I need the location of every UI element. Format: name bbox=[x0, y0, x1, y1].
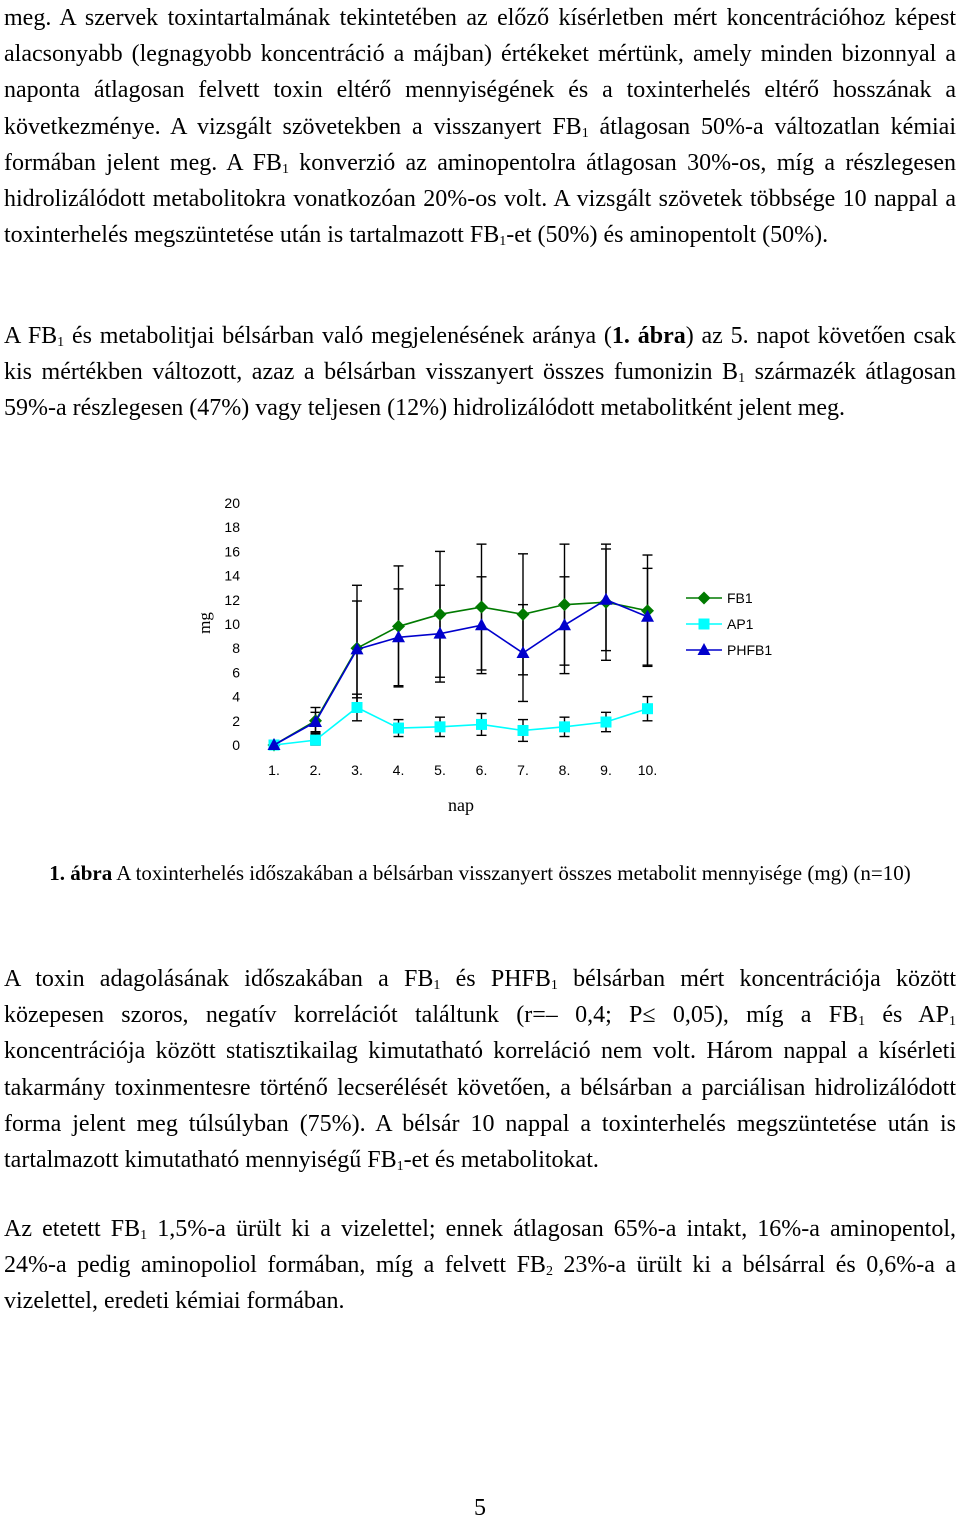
page-number: 5 bbox=[474, 1495, 486, 1521]
p3-sub-1: 1 bbox=[433, 978, 441, 993]
data-point-fb1 bbox=[475, 601, 488, 614]
p2-sub-3: 1 bbox=[738, 371, 746, 387]
p3-text-3: bélsárban mért koncentrációja között közepesen szoros, negatív korrelációt találtunk (r=– 0,4; P≤ 0,05), míg a FB bbox=[4, 966, 956, 1029]
data-point-ap1 bbox=[393, 723, 404, 734]
x-tick-label: 8. bbox=[558, 762, 571, 778]
paragraph-3 bbox=[4, 961, 956, 1178]
p2-sub-1: 1 bbox=[57, 335, 65, 350]
y-tick-label: 12 bbox=[224, 591, 240, 608]
legend-marker-fb1 bbox=[698, 592, 711, 605]
p3-sub-5: 1 bbox=[396, 1159, 404, 1175]
data-point-ap1 bbox=[310, 735, 321, 746]
legend-marker-ap1 bbox=[699, 619, 710, 630]
y-tick-label: 14 bbox=[224, 567, 240, 584]
caption-label: 1. ábra bbox=[49, 861, 113, 885]
p1-sub-2: 1 bbox=[281, 161, 289, 177]
p3-sub-2: 1 bbox=[550, 978, 558, 993]
y-tick-label: 8 bbox=[232, 640, 240, 657]
p3-text-1: A toxin adagolásának időszakában a FB bbox=[4, 966, 434, 992]
data-point-ap1 bbox=[601, 717, 612, 728]
paragraph-4 bbox=[4, 1211, 956, 1320]
data-point-phfb1 bbox=[558, 618, 571, 630]
p2-text-1: A FB bbox=[4, 323, 58, 349]
data-point-fb1 bbox=[434, 608, 447, 621]
p4-sub-1: 1 bbox=[140, 1228, 148, 1243]
y-tick-label: 20 bbox=[224, 495, 240, 511]
p1-sub-3: 1 bbox=[499, 234, 507, 250]
data-point-phfb1 bbox=[517, 646, 530, 658]
caption-text: A toxinterhelés időszakában a bélsárban visszanyert összes metabolit mennyisége (mg) (n=10) bbox=[112, 861, 911, 885]
data-point-phfb1 bbox=[475, 618, 488, 630]
x-tick-label: 3. bbox=[351, 762, 363, 778]
p3-text-6: -et és metabolitokat. bbox=[403, 1147, 599, 1174]
p1-text-1: meg. A szervek toxintartalmának tekintetében az előző kísérletben mért koncentrációhoz képest alacsonyabb (legnagyobb koncentráció a májban) értékeket mértünk, amely minden bizonnyal a naponta átlagosan felvett toxin eltérő mennyiségének és a toxinterhelés eltérő hosszának a következménye. A vizsgált szövetekben a visszanyert FB bbox=[4, 5, 956, 140]
data-point-fb1 bbox=[517, 608, 530, 621]
p3-text-4: és AP bbox=[865, 1002, 949, 1029]
p2-figure-ref: 1. ábra bbox=[611, 323, 686, 349]
legend-label-phfb1: PHFB1 bbox=[727, 642, 773, 658]
x-tick-label: 7. bbox=[517, 762, 529, 778]
p1-text-2: átlagosan 50%-a változatlan kémiai formában jelent meg. A FB bbox=[4, 113, 956, 176]
y-tick-label: 16 bbox=[224, 543, 240, 560]
y-tick-label: 18 bbox=[224, 519, 240, 536]
x-tick-label: 4. bbox=[392, 762, 405, 778]
p3-sub-3: 1 bbox=[858, 1014, 866, 1030]
y-axis-label: mg bbox=[195, 612, 214, 634]
y-tick-label: 2 bbox=[232, 712, 240, 729]
p3-text-5: koncentrációja között statisztikailag kimutatható korreláció nem volt. Három nappal a kísérleti takarmány toxinmentesre történő lecserélését követően, a bélsárban a parciálisan hidrolizálódott forma jelent meg túlsúlyban (75%). A bélsár 10 nappal a toxinterhelés megszüntetése után is tartalmazott kimutatható mennyiségű FB bbox=[4, 1038, 956, 1174]
p1-text-3: konverzió az aminopentolra átlagosan 30%-os, míg a részlegesen hidrolizálódott metabolitokra vonatkozóan 20%-os volt. A vizsgált szövetek többsége 10 nappal a toxinterhelés megszüntetése után is tartalmazott FB bbox=[4, 149, 956, 249]
x-tick-label: 9. bbox=[600, 762, 612, 778]
data-point-fb1 bbox=[558, 598, 571, 611]
p4-sub-2: 2 bbox=[545, 1264, 553, 1280]
x-tick-label: 10. bbox=[637, 762, 658, 778]
data-point-ap1 bbox=[476, 719, 487, 730]
x-tick-label: 2. bbox=[309, 762, 322, 778]
y-tick-label: 4 bbox=[232, 688, 240, 705]
p4-text-1: Az etetett FB bbox=[4, 1216, 141, 1242]
p4-text-2: 1,5%-a ürült ki a vizelettel; ennek átlagosan 65%-a intakt, 16%-a aminopentol, 24%-a pedig aminopoliol formában, míg a felvett FB bbox=[4, 1216, 957, 1279]
data-point-ap1 bbox=[642, 703, 653, 714]
y-tick-label: 0 bbox=[232, 737, 240, 753]
data-point-ap1 bbox=[352, 702, 363, 713]
y-tick-label: 6 bbox=[232, 664, 240, 681]
p2-text-3: ) az 5. napot követően csak kis mértékben változott, azaz a bélsárban visszanyert összes fumonizin B bbox=[4, 323, 956, 386]
p3-text-2: és PHFB bbox=[440, 966, 551, 992]
x-axis-label: nap bbox=[448, 795, 474, 815]
figure-caption bbox=[0, 855, 960, 891]
x-tick-label: 1. bbox=[268, 762, 280, 778]
x-tick-label: 6. bbox=[475, 762, 488, 778]
legend-marker-phfb1 bbox=[698, 643, 711, 655]
p3-sub-4: 1 bbox=[949, 1014, 956, 1030]
data-point-ap1 bbox=[518, 725, 529, 736]
p1-sub-1: 1 bbox=[581, 125, 589, 141]
legend-label-fb1: FB1 bbox=[727, 590, 753, 606]
data-point-phfb1 bbox=[600, 593, 613, 605]
p1-text-4: -et (50%) és aminopentolt (50%). bbox=[506, 222, 829, 249]
data-point-ap1 bbox=[435, 721, 446, 732]
legend-label-ap1: AP1 bbox=[727, 616, 754, 632]
p2-text-4: származék átlagosan 59%-a részlegesen (47%) vagy teljesen (12%) hidrolizálódott metabolitként jelent meg. bbox=[4, 359, 956, 422]
p4-text-3: 23%-a ürült ki a bélsárral és 0,6%-a a vizelettel, eredeti kémiai formában. bbox=[4, 1252, 956, 1315]
x-tick-label: 5. bbox=[434, 762, 446, 778]
y-tick-label: 10 bbox=[224, 616, 240, 632]
data-point-ap1 bbox=[559, 721, 570, 732]
p2-text-2: és metabolitjai bélsárban való megjelenésének aránya ( bbox=[64, 323, 612, 349]
series-line-ap1 bbox=[274, 707, 648, 745]
